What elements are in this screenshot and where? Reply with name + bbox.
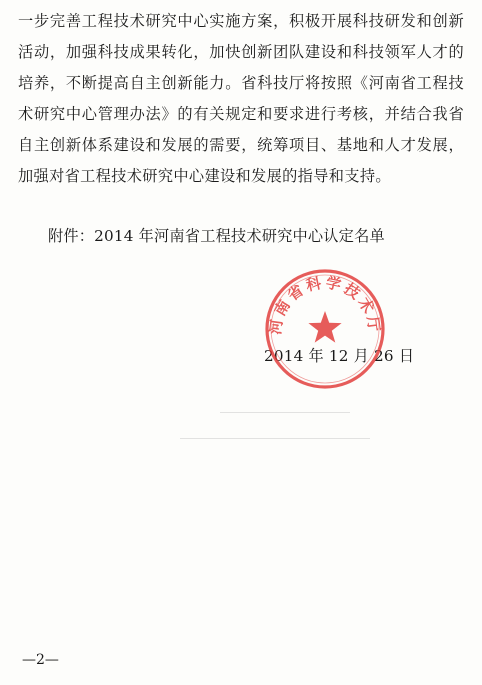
issue-date: 2014 年 12 月 26 日: [264, 347, 415, 365]
seal-text-path: 河南省科学技术厅: [266, 273, 384, 336]
official-seal: [262, 266, 388, 392]
body-paragraph: 一步完善工程技术研究中心实施方案，积极开展科技研发和创新活动，加强科技成果转化，加快创新团队建设和科技领军人才的培养，不断提高自主创新能力。省科技厅将按照《河南省工程技术研究中心管理办法》的有关规定和要求进行考核，并结合我省自主创新体系建设和发展的需要，统筹项目、基地和人才发展，加强对省工程技术研究中心建设和发展的指导和支持。: [18, 12, 464, 185]
attachment-line: 附件：2014 年河南省工程技术研究中心认定名单: [48, 227, 385, 245]
faint-bleedthrough-line: [180, 438, 370, 439]
seal-text: [266, 273, 383, 335]
seal-star-icon: [308, 311, 341, 343]
faint-bleedthrough-line: [220, 412, 350, 413]
page-number: —2—: [22, 652, 59, 668]
